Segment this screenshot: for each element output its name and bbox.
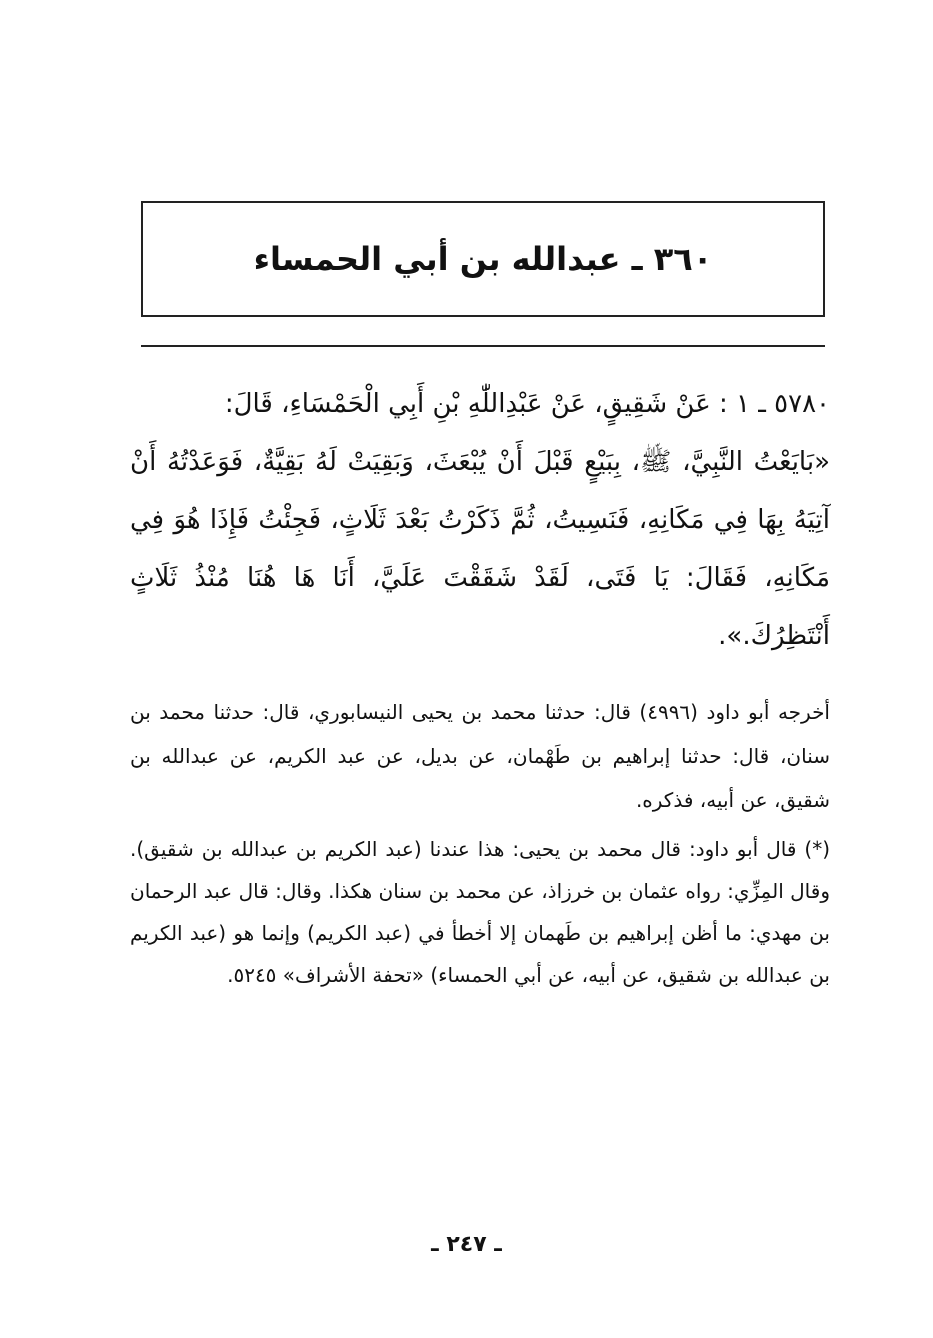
hadith-block: [130, 375, 830, 665]
header-divider: [141, 345, 825, 347]
takhrij-text: أخرجه أبو داود (٤٩٩٦) قال: حدثنا محمد بن يحيى النيسابوري، قال: حدثنا محمد بن سنان، قال: حدثنا إبراهيم بن طَهْمان، عن بديل، عن عبد الكريم، عن عبدالله بن شقيق، عن أبيه، فذكره.: [130, 700, 830, 812]
chapter-title-box: [141, 201, 825, 317]
footnote-text: (*) قال أبو داود: قال محمد بن يحيى: هذا عندنا (عبد الكريم بن عبدالله بن شقيق). وقال المِزِّي: رواه عثمان بن خرزاذ، عن محمد بن سنان هكذا. وقال: قال عبد الرحمان بن مهدي: ما أظن إبراهيم بن طَهمان إلا أخطأ في (عبد الكريم) وإنما هو (عبد الكريم بن عبدالله بن شقيق، عن أبيه، عن أبي الحمساء) «تحفة الأشراف» ٥٢٤٥.: [130, 837, 830, 987]
hadith-matn: «بَايَعْتُ النَّبِيَّ، ﷺ، بِبَيْعٍ قَبْلَ أَنْ يُبْعَثَ، وَبَقِيَتْ لَهُ بَقِيَّةٌ، فَوَعَدْتُهُ أَنْ آتِيَهُ بِهَا فِي مَكَانِهِ، فَنَسِيتُ، ثُمَّ ذَكَرْتُ بَعْدَ ثَلَاثٍ، فَجِئْتُ فَإِذَا هُوَ فِي مَكَانِهِ، فَقَالَ: يَا فَتَى، لَقَدْ شَقَقْتَ عَلَيَّ، أَنَا هَا هُنَا مُنْذُ ثَلَاثٍ أَنْتَظِرُكَ.».: [130, 447, 830, 651]
page-number: ـ ٢٤٧ ـ: [431, 1232, 502, 1257]
footnote-block: [130, 828, 830, 996]
takhrij-block: [130, 690, 830, 822]
hadith-isnad: ٥٧٨٠ ـ ١ : عَنْ شَقِيقٍ، عَنْ عَبْدِاللّٰهِ بْنِ أَبِي الْحَمْسَاءِ، قَالَ:: [224, 389, 830, 419]
chapter-title: ٣٦٠ ـ عبدالله بن أبي الحمساء: [253, 240, 713, 278]
